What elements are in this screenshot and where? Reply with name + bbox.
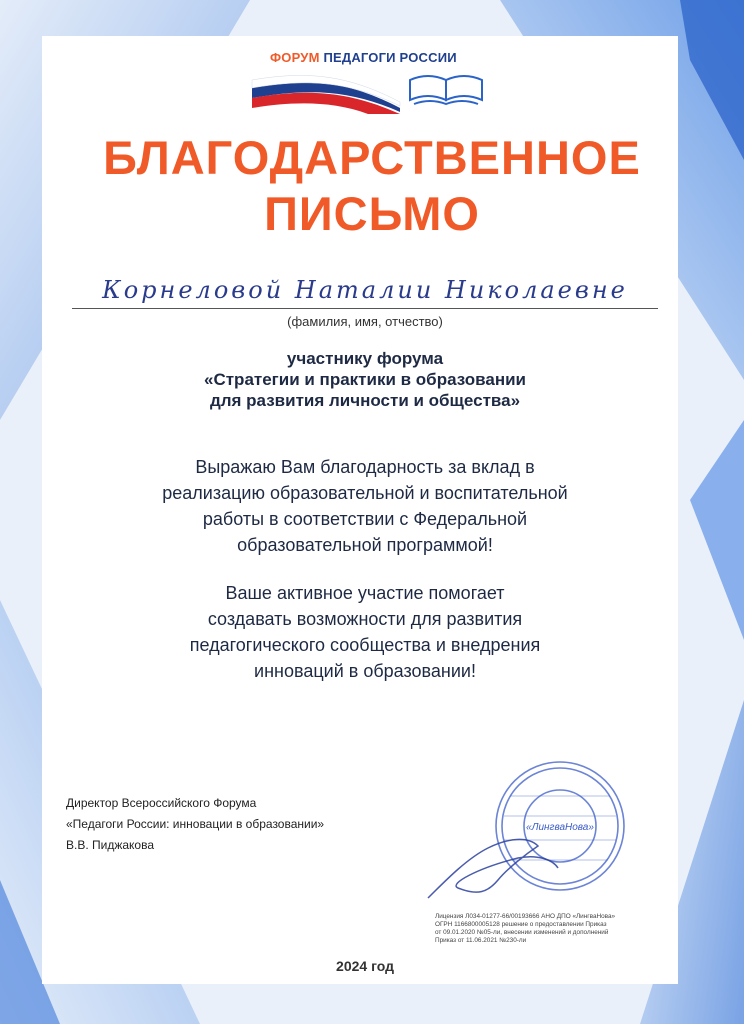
para1-line-1: Выражаю Вам благодарность за вклад в bbox=[195, 457, 535, 477]
para2-line-2: создавать возможности для развития bbox=[207, 609, 523, 629]
recipient-name-handwritten: Корнеловой Наталии Николаевне bbox=[102, 276, 628, 304]
para2-line-1: Ваше активное участие помогает bbox=[225, 583, 505, 603]
logo-text-teachers: ПЕДАГОГИ РОССИИ bbox=[323, 50, 457, 65]
license-line-1: Лицензия Л034-01277-66/00193666 АНО ДПО «ЛингваНова» bbox=[435, 913, 616, 920]
recipient-caption: (фамилия, имя, отчество) bbox=[287, 314, 443, 329]
year: 2024 год bbox=[336, 958, 394, 974]
signature-title: Директор Всероссийского Форума bbox=[66, 796, 257, 810]
para1-line-2: реализацию образовательной и воспитательной bbox=[162, 483, 568, 503]
para1-line-3: работы в соответствии с Федеральной bbox=[202, 509, 528, 529]
license-info bbox=[435, 913, 685, 945]
forum-line-2: «Стратегии и практики в образовании bbox=[204, 370, 526, 389]
license-line-4: Приказ от 11.06.2021 №230-ли bbox=[435, 937, 527, 944]
title-line-1: БЛАГОДАРСТВЕННОЕ bbox=[103, 131, 641, 184]
title-line-2: ПИСЬМО bbox=[264, 187, 480, 240]
signature-scribble bbox=[418, 818, 568, 908]
page-title bbox=[42, 130, 702, 242]
forum-line-3: для развития личности и общества» bbox=[209, 391, 521, 410]
gratitude-paragraph bbox=[72, 454, 658, 558]
signature-person: В.В. Пиджакова bbox=[66, 838, 155, 852]
signature-organization: «Педагоги России: инновации в образовании» bbox=[66, 817, 325, 831]
logo-text-forum: ФОРУМ bbox=[270, 50, 320, 65]
license-line-3: от 09.01.2020 №05-ли, внесении изменений и дополнений bbox=[435, 929, 609, 936]
para2-line-4: инноваций в образовании! bbox=[254, 661, 476, 681]
recipient-underline bbox=[72, 308, 658, 309]
signature-block bbox=[66, 793, 406, 856]
participation-paragraph bbox=[72, 580, 658, 684]
para2-line-3: педагогического сообщества и внедрения bbox=[189, 635, 541, 655]
license-line-2: ОГРН 1166800005128 решение о предоставлении Приказ bbox=[435, 921, 607, 928]
stamp-center-text: «ЛингваНова» bbox=[526, 822, 594, 833]
logo-text bbox=[270, 50, 490, 65]
forum-line-1: участнику форума bbox=[286, 349, 444, 368]
forum-name bbox=[72, 348, 658, 411]
para1-line-4: образовательной программой! bbox=[237, 535, 493, 555]
